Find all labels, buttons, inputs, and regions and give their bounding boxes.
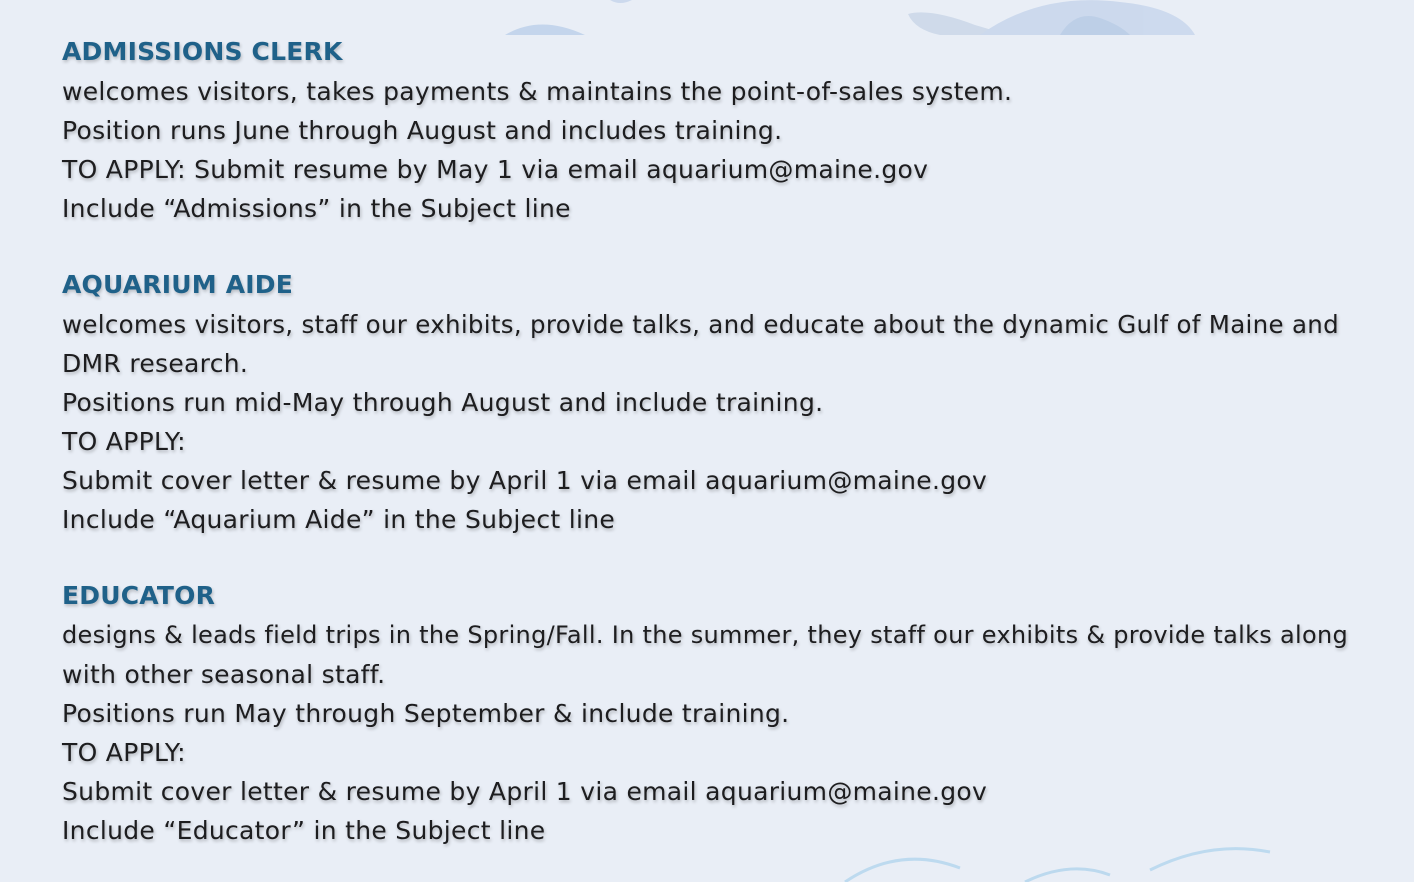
job-title: ADMISSIONS CLERK <box>62 37 343 66</box>
job-schedule: Position runs June through August and includes training. <box>62 116 783 145</box>
apply-instructions: TO APPLY: Submit resume by May 1 via email aquarium@maine.gov <box>62 155 929 184</box>
job-description: welcomes visitors, staff our exhibits, provide talks, and educate about the dynamic Gulf of Maine and <box>62 310 1339 339</box>
apply-label: TO APPLY: <box>62 738 186 767</box>
top-watercolor-shapes <box>505 0 1195 35</box>
job-description-continued: DMR research. <box>62 349 249 378</box>
job-description: designs & leads field trips in the Spring/Fall. In the summer, they staff our exhibits & provide talks along <box>62 621 1349 649</box>
job-section-admissions-clerk <box>62 32 1362 228</box>
apply-instructions: Submit cover letter & resume by April 1 via email aquarium@maine.gov <box>62 777 988 806</box>
subject-line-note: Include “Aquarium Aide” in the Subject line <box>62 505 616 534</box>
job-section-aquarium-aide <box>62 265 1362 539</box>
job-schedule: Positions run mid-May through August and include training. <box>62 388 824 417</box>
apply-instructions: Submit cover letter & resume by April 1 via email aquarium@maine.gov <box>62 466 988 495</box>
job-schedule: Positions run May through September & include training. <box>62 699 790 728</box>
job-listings <box>62 32 1362 850</box>
job-description: welcomes visitors, takes payments & maintains the point-of-sales system. <box>62 77 1013 106</box>
subject-line-note: Include “Educator” in the Subject line <box>62 816 546 845</box>
job-description-continued: with other seasonal staff. <box>62 660 386 689</box>
subject-line-note: Include “Admissions” in the Subject line <box>62 194 571 223</box>
apply-label: TO APPLY: <box>62 427 186 456</box>
job-title: AQUARIUM AIDE <box>62 270 293 299</box>
job-title: EDUCATOR <box>62 581 216 610</box>
bottom-wave-lines <box>845 849 1270 882</box>
job-section-educator <box>62 576 1362 850</box>
